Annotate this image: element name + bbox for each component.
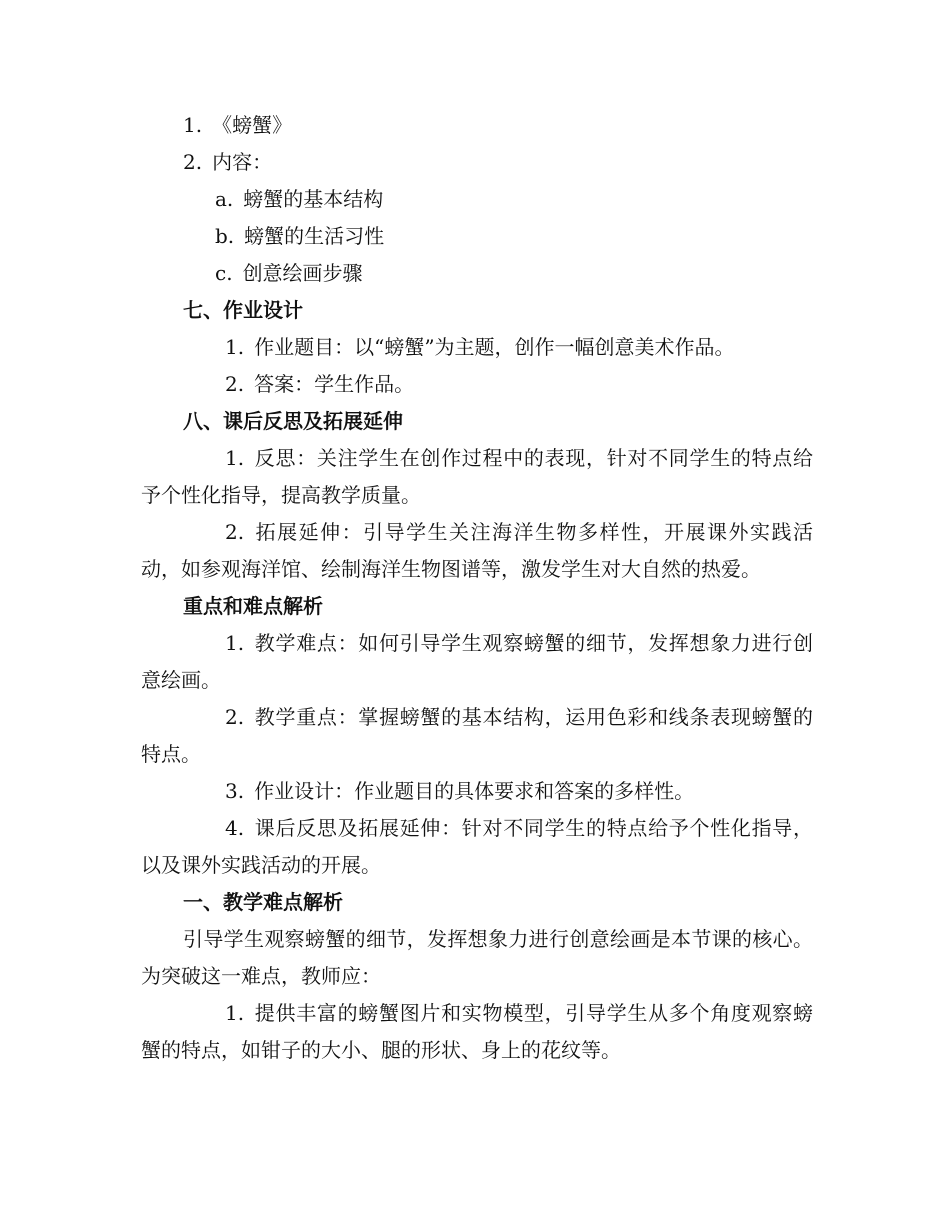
- list-item: 1. 《螃蟹》: [183, 113, 293, 137]
- paragraph: 2. 答案：学生作品。: [225, 372, 415, 396]
- paragraph: 4. 课后反思及拓展延伸：针对不同学生的特点给予个性化指导，以及课外实践活动的开展。: [141, 816, 813, 877]
- paragraph: 1. 反思：关注学生在创作过程中的表现，针对不同学生的特点给予个性化指导，提高教学质量。: [141, 446, 813, 507]
- sub-list-item: a. 螃蟹的基本结构: [215, 187, 384, 211]
- paragraph: 1. 作业题目：以“螃蟹”为主题，创作一幅创意美术作品。: [225, 335, 735, 359]
- sub-list-item: c. 创意绘画步骤: [215, 261, 363, 285]
- section-heading-reflection: 八、课后反思及拓展延伸: [183, 409, 403, 433]
- paragraph: 2. 拓展延伸：引导学生关注海洋生物多样性，开展课外实践活动，如参观海洋馆、绘制海洋生物图谱等，激发学生对大自然的热爱。: [141, 520, 813, 581]
- paragraph: 3. 作业设计：作业题目的具体要求和答案的多样性。: [225, 779, 695, 803]
- sub-list-item: b. 螃蟹的生活习性: [215, 224, 385, 248]
- document-body: [141, 107, 813, 1069]
- paragraph: 1. 教学难点：如何引导学生观察螃蟹的细节，发挥想象力进行创意绘画。: [141, 631, 813, 692]
- list-item: 2. 内容：: [183, 150, 273, 174]
- section-heading-key-points: 重点和难点解析: [183, 594, 323, 618]
- section-heading-difficulty: 一、教学难点解析: [183, 890, 343, 914]
- paragraph: 1. 提供丰富的螃蟹图片和实物模型，引导学生从多个角度观察螃蟹的特点，如钳子的大小、腿的形状、身上的花纹等。: [141, 1001, 813, 1062]
- paragraph: 引导学生观察螃蟹的细节，发挥想象力进行创意绘画是本节课的核心。为突破这一难点，教师应：: [141, 927, 813, 988]
- paragraph: 2. 教学重点：掌握螃蟹的基本结构，运用色彩和线条表现螃蟹的特点。: [141, 705, 813, 766]
- section-heading-homework: 七、作业设计: [183, 298, 303, 322]
